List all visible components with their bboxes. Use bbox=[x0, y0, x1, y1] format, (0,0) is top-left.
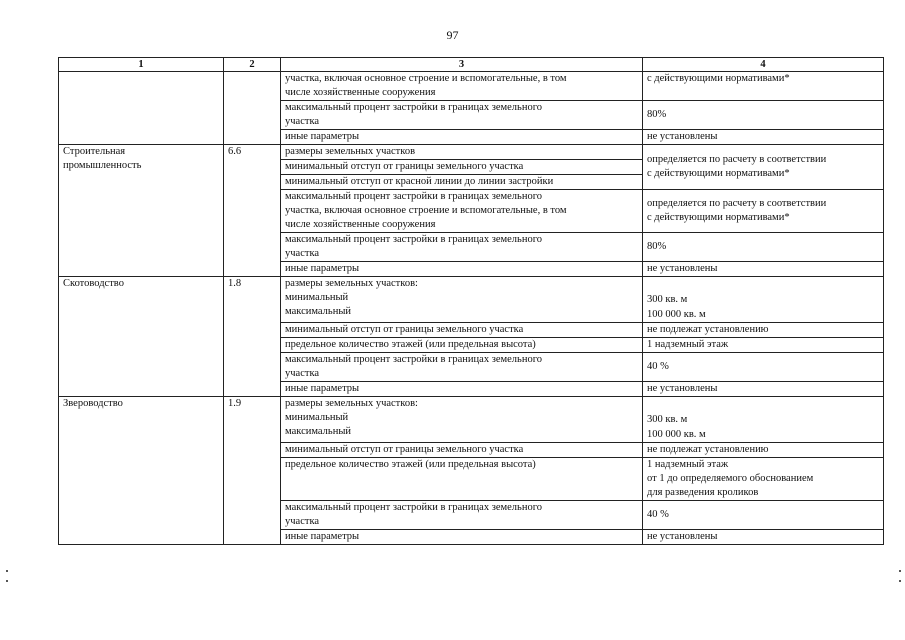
value-cell: 1 надземный этаж bbox=[643, 338, 884, 353]
use-type-cell bbox=[59, 72, 224, 145]
header-col-3: 3 bbox=[281, 58, 643, 72]
parameter-cell: максимальный процент застройки в границах земельного участка bbox=[281, 233, 643, 262]
parameter-cell: иные параметры bbox=[281, 262, 643, 277]
parameter-cell: иные параметры bbox=[281, 130, 643, 145]
parameter-cell: максимальный процент застройки в границах земельного участка bbox=[281, 353, 643, 382]
parameter-cell: размеры земельных участков: минимальный максимальный bbox=[281, 277, 643, 323]
value-cell: 80% bbox=[643, 233, 884, 262]
value-cell: 40 % bbox=[643, 501, 884, 530]
value-cell: 300 кв. м 100 000 кв. м bbox=[643, 397, 884, 443]
value-cell: 40 % bbox=[643, 353, 884, 382]
table-row bbox=[59, 145, 884, 160]
code-cell: 1.9 bbox=[224, 397, 281, 545]
use-type-cell: Скотоводство bbox=[59, 277, 224, 397]
parameter-cell: минимальный отступ от красной линии до линии застройки bbox=[281, 175, 643, 190]
value-cell: не подлежат установлению bbox=[643, 443, 884, 458]
parameter-cell: минимальный отступ от границы земельного участка bbox=[281, 323, 643, 338]
code-cell bbox=[224, 72, 281, 145]
table-row bbox=[59, 72, 884, 101]
value-cell: не установлены bbox=[643, 530, 884, 545]
value-cell: 300 кв. м 100 000 кв. м bbox=[643, 277, 884, 323]
parameter-cell: предельное количество этажей (или предельная высота) bbox=[281, 458, 643, 501]
parameter-cell: максимальный процент застройки в границах земельного участка, включая основное строение и вспомогательные, в том числе хозяйственные сооружения bbox=[281, 190, 643, 233]
parameter-cell: участка, включая основное строение и вспомогательные, в том числе хозяйственные сооружения bbox=[281, 72, 643, 101]
parameter-cell: максимальный процент застройки в границах земельного участка bbox=[281, 101, 643, 130]
table-row bbox=[59, 277, 884, 323]
scan-mark bbox=[899, 580, 901, 582]
header-col-2: 2 bbox=[224, 58, 281, 72]
use-type-cell: Строительная промышленность bbox=[59, 145, 224, 277]
value-cell: не установлены bbox=[643, 130, 884, 145]
use-type-cell: Звероводство bbox=[59, 397, 224, 545]
value-cell: 1 надземный этаж от 1 до определяемого обоснованием для разведения кроликов bbox=[643, 458, 884, 501]
parameter-cell: иные параметры bbox=[281, 530, 643, 545]
value-cell: с действующими нормативами* bbox=[643, 72, 884, 101]
parameter-cell: минимальный отступ от границы земельного участка bbox=[281, 443, 643, 458]
value-cell: не подлежат установлению bbox=[643, 323, 884, 338]
parameter-cell: иные параметры bbox=[281, 382, 643, 397]
value-cell: не установлены bbox=[643, 262, 884, 277]
header-col-1: 1 bbox=[59, 58, 224, 72]
code-cell: 1.8 bbox=[224, 277, 281, 397]
scan-mark bbox=[899, 570, 901, 572]
value-cell: не установлены bbox=[643, 382, 884, 397]
page-number: 97 bbox=[446, 28, 459, 42]
table-row bbox=[59, 397, 884, 443]
code-cell: 6.6 bbox=[224, 145, 281, 277]
value-cell: определяется по расчету в соответствии с действующими нормативами* bbox=[643, 190, 884, 233]
header-row bbox=[59, 58, 884, 72]
scan-mark bbox=[6, 570, 8, 572]
value-cell: определяется по расчету в соответствии с действующими нормативами* bbox=[643, 145, 884, 190]
scan-mark bbox=[6, 580, 8, 582]
parameter-cell: размеры земельных участков: минимальный максимальный bbox=[281, 397, 643, 443]
parameter-cell: максимальный процент застройки в границах земельного участка bbox=[281, 501, 643, 530]
parameter-cell: предельное количество этажей (или предельная высота) bbox=[281, 338, 643, 353]
regulations-table bbox=[58, 57, 884, 545]
header-col-4: 4 bbox=[643, 58, 884, 72]
value-cell: 80% bbox=[643, 101, 884, 130]
parameter-cell: размеры земельных участков bbox=[281, 145, 643, 160]
parameter-cell: минимальный отступ от границы земельного участка bbox=[281, 160, 643, 175]
